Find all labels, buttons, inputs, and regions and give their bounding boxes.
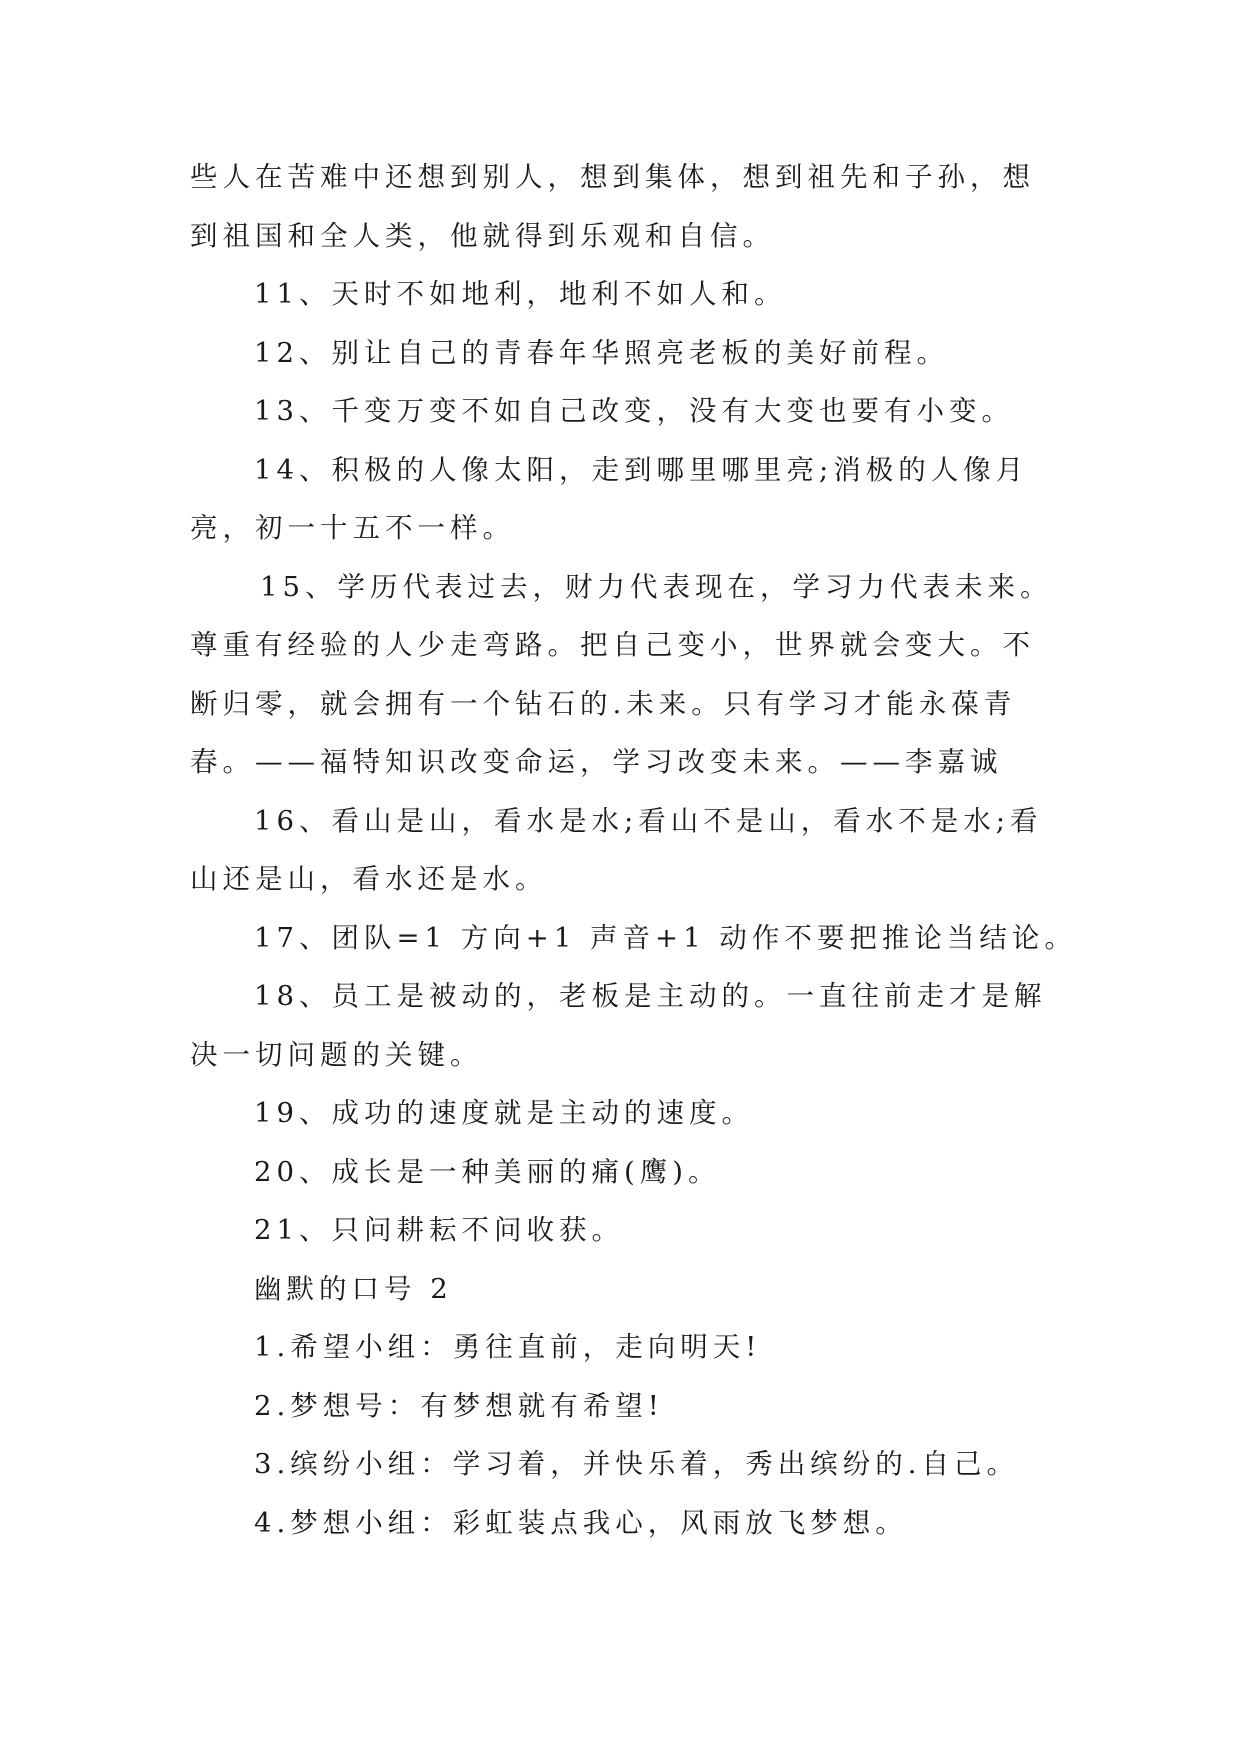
text-line: 山还是山，看水还是水。 <box>190 863 548 895</box>
text-line: 3.缤纷小组：学习着，并快乐着，秀出缤纷的.自己。 <box>254 1448 1019 1480</box>
text-line: 20、成长是一种美丽的痛(鹰)。 <box>254 1155 721 1188</box>
text-line: 13、千变万变不如自己改变，没有大变也要有小变。 <box>254 395 1014 427</box>
text-line: 亮，初一十五不一样。 <box>190 512 515 544</box>
text-line: 18、员工是被动的，老板是主动的。一直往前走才是解 <box>254 980 1047 1012</box>
text-line: 19、成功的速度就是主动的速度。 <box>254 1097 754 1129</box>
text-line: 15、学历代表过去，财力代表现在，学习力代表未来。 <box>260 570 1053 603</box>
text-line: 11、天时不如地利，地利不如人和。 <box>254 278 787 310</box>
text-line: 17、团队=1 方向+1 声音+1 动作不要把推论当结论。 <box>254 921 1077 954</box>
text-line: 尊重有经验的人少走弯路。把自己变小，世界就会变大。不 <box>190 629 1035 661</box>
text-line: 2.梦想号：有梦想就有希望! <box>254 1389 664 1422</box>
document-body <box>190 157 1077 1561</box>
text-line: 12、别让自己的青春年华照亮老板的美好前程。 <box>254 336 949 369</box>
text-line: 春。——福特知识改变命运，学习改变未来。——李嘉诚 <box>190 746 1003 778</box>
text-line: 14、积极的人像太阳，走到哪里哪里亮;消极的人像月 <box>254 453 1029 486</box>
text-line: 1.希望小组：勇往直前，走向明天! <box>254 1331 762 1363</box>
text-line: 到祖国和全人类，他就得到乐观和自信。 <box>190 219 775 252</box>
section-heading: 幽默的口号 2 <box>254 1272 453 1305</box>
text-line: 4.梦想小组：彩虹装点我心，风雨放飞梦想。 <box>254 1506 908 1539</box>
text-line: 21、只问耕耘不问收获。 <box>254 1214 624 1246</box>
text-line: 断归零，就会拥有一个钻石的.未来。只有学习才能永葆青 <box>190 687 1017 720</box>
text-line: 决一切问题的关键。 <box>190 1038 483 1071</box>
text-line: 些人在苦难中还想到别人，想到集体，想到祖先和子孙，想 <box>190 161 1035 193</box>
text-line: 16、看山是山，看水是水;看山不是山，看水不是水;看 <box>254 804 1043 837</box>
